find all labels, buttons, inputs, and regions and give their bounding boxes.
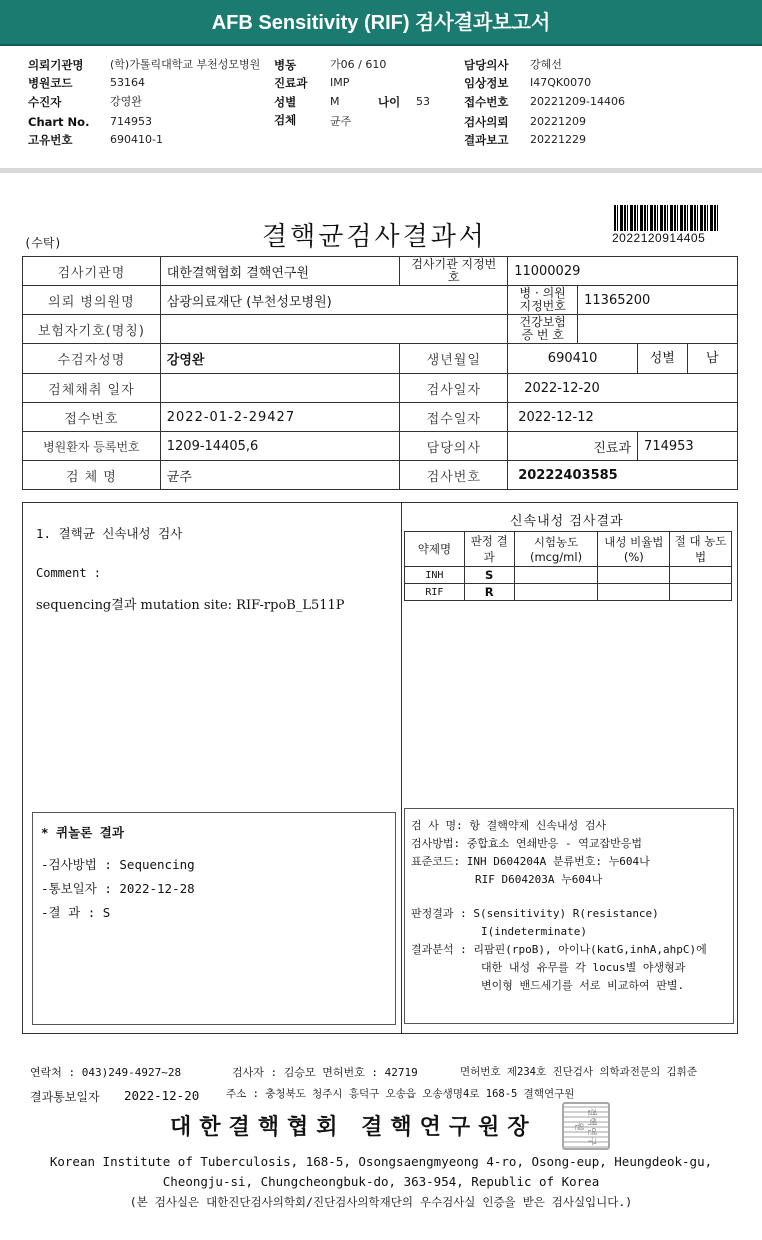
result-inh: S xyxy=(464,567,514,584)
form-dept-value: 714953 xyxy=(638,432,738,461)
sex-value: M xyxy=(330,95,340,108)
form-dept-label: 진료과 xyxy=(593,440,632,456)
info-line: 검 사 명: 항 결핵약제 신속내성 검사 xyxy=(411,819,607,832)
specimen-label: 검체 xyxy=(274,113,297,127)
id-label: 고유번호 xyxy=(28,133,73,147)
form-doctor-value xyxy=(508,432,638,461)
recv-no-value: 2022-01-2-29427 xyxy=(160,403,400,432)
conc-rif xyxy=(514,584,598,601)
dept-value: IMP xyxy=(330,76,350,89)
info-line: RIF D604203A 누604나 xyxy=(475,873,603,886)
comment-value: sequencing결과 mutation site: RIF-rpoB_L511P xyxy=(36,598,345,613)
conc-inh xyxy=(514,567,598,584)
sex-form-value: 남 xyxy=(705,351,719,366)
birth-value: 690410 xyxy=(508,344,638,374)
info-line: 판정결과 : S(sensitivity) R(resistance) xyxy=(411,907,659,920)
req-hosp-label: 의뢰 병의원명 xyxy=(23,286,161,315)
form-title: 결핵균검사결과서 xyxy=(262,222,487,252)
barcode-icon xyxy=(614,205,720,231)
ward-value: 가06 / 610 xyxy=(330,58,387,71)
header-result: 판정 결과 xyxy=(464,532,514,567)
specimen-value: 균주 xyxy=(330,115,352,128)
spec-label: 검 체 명 xyxy=(23,461,161,490)
collect-label: 검체채취 일자 xyxy=(23,374,161,403)
birth-label: 생년월일 xyxy=(400,344,508,374)
ratio-rif xyxy=(598,584,670,601)
info-line: 검사방법: 중합효소 연쇄반응 - 역교잡반응법 xyxy=(411,837,643,850)
lab-code-label: 검사기관 지정번호 xyxy=(400,257,508,286)
notify-label: 결과통보일자 xyxy=(30,1090,100,1104)
info-line: 결과분석 : 리팜핀(rpoB), 아이나(katG,inhA,ahpC)에 xyxy=(411,943,707,956)
notify-date: 2022-12-20 xyxy=(124,1088,200,1103)
test-date-label: 검사일자 xyxy=(400,374,508,403)
health-label: 건강보험 증 번 호 xyxy=(508,315,578,344)
patient-info-table xyxy=(22,256,738,490)
recv-date-value: 2022-12-12 xyxy=(508,403,738,432)
patient-label: 수진자 xyxy=(28,95,62,109)
table-row: INH xyxy=(405,567,465,584)
header-abs: 절 대 농도법 xyxy=(670,532,732,567)
form-doctor-label: 담당의사 xyxy=(400,432,508,461)
official-seal: 결핵연구원 xyxy=(562,1102,610,1150)
lab-value: 대한결핵협회 결핵연구원 xyxy=(160,257,400,286)
report-value: 20221229 xyxy=(530,133,586,146)
address-en-1: Korean Institute of Tuberculosis, 168-5, Osongsaengmyeong 4-ro, Osong-eup, Heungdeok-gu, xyxy=(49,1154,713,1169)
quinolone-notify: -통보일자 : 2022-12-28 xyxy=(41,881,195,896)
ward-label: 병동 xyxy=(274,58,297,72)
header-conc: 시험농도 (mcg/ml) xyxy=(514,532,598,567)
info-line: 변이형 밴드세기를 서로 비교하여 판별. xyxy=(481,979,685,992)
result-rif: R xyxy=(464,584,514,601)
test-date-value: 2022-12-20 xyxy=(508,374,738,403)
accession-label: 접수번호 xyxy=(464,95,509,109)
results-divider xyxy=(401,502,402,1034)
header-drug: 약제명 xyxy=(405,532,465,567)
tester: 검사자 : 김승모 면허번호 : 42719 xyxy=(232,1066,418,1079)
quinolone-method: -검사방법 : Sequencing xyxy=(41,857,195,872)
lab-code-value: 11000029 xyxy=(508,257,738,286)
quinolone-result: -결 과 : S xyxy=(41,905,111,920)
name-value: 강영완 xyxy=(160,344,400,374)
test-no-value: 20222403585 xyxy=(508,461,738,490)
contact: 연락처 : 043)249-4927~28 xyxy=(30,1066,182,1079)
abs-inh xyxy=(670,567,732,584)
rapid-result-table xyxy=(404,531,732,601)
code-label: 병원코드 xyxy=(28,76,73,90)
address-kr: 주소 : 충청북도 청주시 흥덕구 오송읍 오송생명4로 168-5 결핵연구원 xyxy=(226,1088,575,1100)
sex-label: 성별 xyxy=(274,95,297,109)
age-label: 나이 xyxy=(378,95,401,109)
chart-value: 714953 xyxy=(110,115,152,128)
recv-date-label: 접수일자 xyxy=(400,403,508,432)
institute-name: 대한결핵협회 결핵연구원장 xyxy=(170,1114,537,1140)
insured-label: 보험자기호(명칭) xyxy=(23,315,161,344)
id-value: 690410-1 xyxy=(110,133,163,146)
chart-label: Chart No. xyxy=(28,115,90,129)
table-row: RIF xyxy=(405,584,465,601)
doctor-value: 강혜선 xyxy=(530,58,562,71)
code-value: 53164 xyxy=(110,76,145,89)
test-no-label: 검사번호 xyxy=(400,461,508,490)
header-ratio: 내성 비율법(%) xyxy=(598,532,670,567)
insured-value xyxy=(160,315,507,344)
recv-no-label: 접수번호 xyxy=(23,403,161,432)
req-hosp-value: 삼광의료재단 (부천성모병원) xyxy=(160,286,507,315)
spec-value: 균주 xyxy=(160,461,400,490)
clinical-value: I47QK0070 xyxy=(530,76,592,89)
doctor-label: 담당의사 xyxy=(464,58,509,72)
section-title: 1. 결핵균 신속내성 검사 xyxy=(36,526,183,541)
lab-label: 검사기관명 xyxy=(23,257,161,286)
test-info-box xyxy=(404,808,734,1024)
tak-label: (수탁) xyxy=(24,236,62,250)
quinolone-title: * 퀴놀론 결과 xyxy=(41,825,124,840)
info-line: I(indeterminate) xyxy=(481,925,587,938)
hospital-label: 의뢰기관명 xyxy=(28,58,84,72)
health-value xyxy=(578,315,738,344)
hosp-code-label: 병 · 의원 지정번호 xyxy=(508,286,578,315)
reg-label: 병원환자 등록번호 xyxy=(23,432,161,461)
info-line: 대한 내성 유무를 각 locus별 야생형과 xyxy=(481,961,686,974)
info-line: 표준코드: INH D604204A 분류번호: 누604나 xyxy=(411,855,650,868)
report-title-banner: AFB Sensitivity (RIF) 검사결과보고서 xyxy=(0,0,762,46)
left-results-panel xyxy=(28,506,400,806)
request-label: 검사의뢰 xyxy=(464,115,509,129)
hospital-value: (학)가톨릭대학교 부천성모병원 xyxy=(110,58,261,71)
sex-form-label: 성별 xyxy=(638,344,687,373)
report-label: 결과보고 xyxy=(464,133,509,147)
accession-value: 20221209-14406 xyxy=(530,95,625,108)
patient-value: 강영완 xyxy=(110,95,142,108)
license: 면허번호 제234호 진단검사 의학과전문의 김휘준 xyxy=(460,1066,697,1078)
rapid-title: 신속내성 검사결과 xyxy=(510,514,624,529)
name-label: 수검자성명 xyxy=(23,344,161,374)
certification: (본 검사실은 대한진단검사의학회/진단검사의학재단의 우수검사실 인증을 받은 검사실입니다.) xyxy=(129,1195,633,1209)
clinical-label: 임상정보 xyxy=(464,76,509,90)
abs-rif xyxy=(670,584,732,601)
address-en-2: Cheongju-si, Chungcheongbuk-do, 363-954, Republic of Korea xyxy=(162,1174,600,1189)
comment-label: Comment : xyxy=(36,566,102,580)
hosp-code-value: 11365200 xyxy=(578,286,738,315)
quinolone-box xyxy=(32,812,396,1025)
barcode-number: 2022120914405 xyxy=(612,231,706,245)
reg-value: 1209-14405,6 xyxy=(160,432,400,461)
collect-value xyxy=(160,374,400,403)
ratio-inh xyxy=(598,567,670,584)
age-value: 53 xyxy=(416,95,430,108)
dept-label: 진료과 xyxy=(274,76,308,90)
request-value: 20221209 xyxy=(530,115,586,128)
